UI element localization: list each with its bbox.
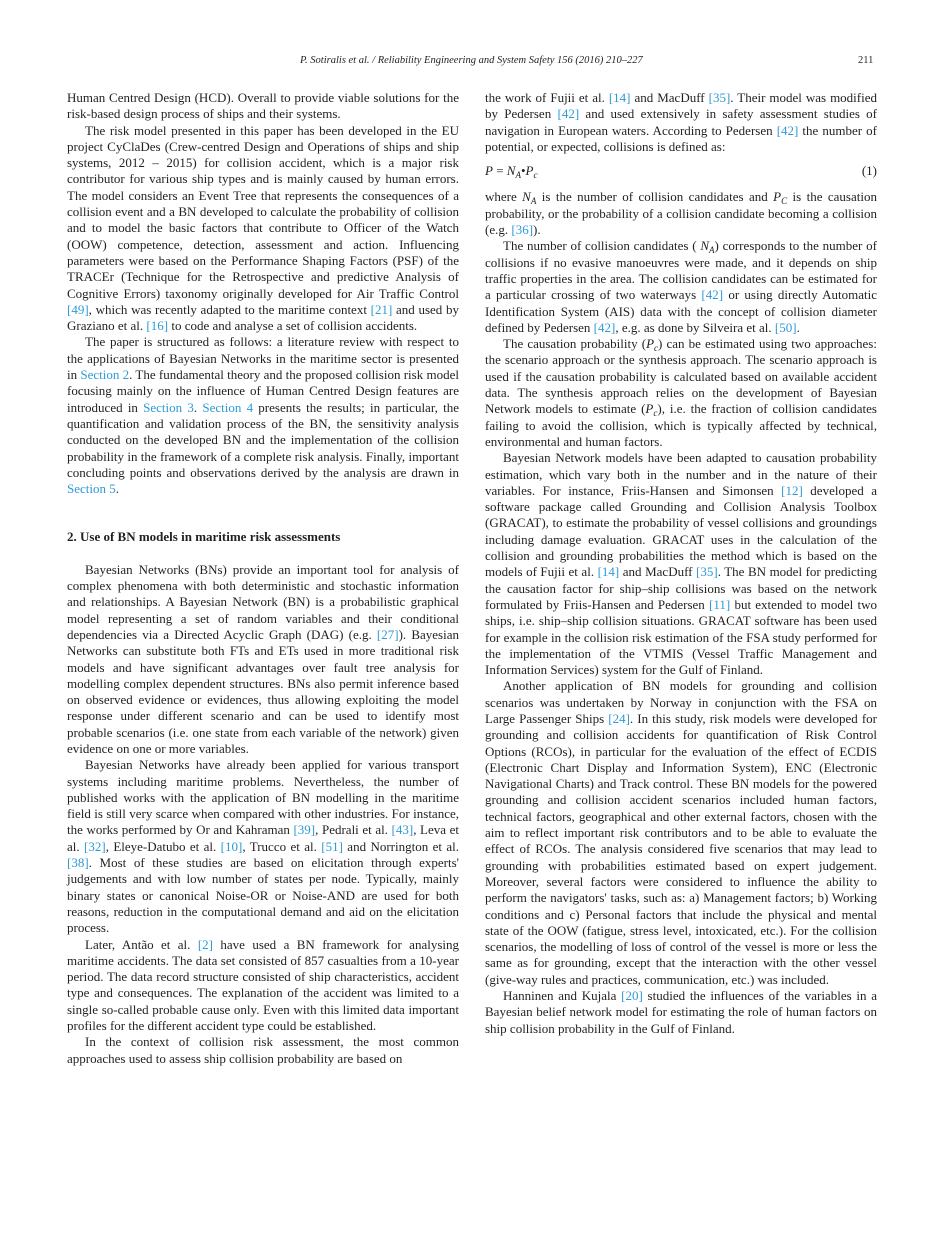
equation xyxy=(485,163,877,179)
citation-link[interactable]: [38] xyxy=(67,855,89,871)
paragraph xyxy=(67,1034,459,1067)
math-base: N xyxy=(700,238,709,254)
paragraph xyxy=(67,90,459,123)
paragraph xyxy=(67,123,459,335)
text-run: The paper is structured as follows: a literature review with respect to the applications of Bayesian Networks in the maritime sector is presented in xyxy=(67,334,459,383)
text-run: the work of Fujii et al. xyxy=(485,90,609,105)
paragraph xyxy=(485,988,877,1037)
text-run: presents the results; in particular, the quantification and validation process of the BN, the sensitivity analysis conducted on the developed BN and the implementation of the collision probability in the framework of a complete risk analysis. Finally, important concluding points and observations derived by the analysis are drawn in xyxy=(67,399,459,480)
math-symbol xyxy=(485,163,493,178)
right-column xyxy=(485,90,877,1037)
text-run: The number of collision candidates ( xyxy=(503,238,701,254)
text-run: Bayesian Networks (BNs) provide an important tool for analysis of complex phenomena with both deterministic and stochastic information and relationships. A Bayesian Network (BN) is a probabilistic graphical model representing a set of random variables and their conditional dependencies via a Directed Acyclic Graph (DAG) (e.g. xyxy=(67,561,459,642)
paragraph xyxy=(485,450,877,678)
citation-link[interactable]: [50] xyxy=(774,319,797,335)
text-run: . xyxy=(193,399,203,415)
math-symbol xyxy=(773,189,788,207)
text-run: • xyxy=(520,163,526,179)
citation-link[interactable]: [42] xyxy=(557,106,580,122)
math-base: P xyxy=(485,163,493,179)
text-run: In the context of collision risk assessment, the most common approaches used to assess ship collision probability are based on xyxy=(67,1034,459,1066)
citation-link[interactable]: Section 2 xyxy=(80,367,130,383)
paragraph xyxy=(485,336,877,450)
text-run: and Norrington et al. xyxy=(342,838,459,854)
text-run: The causation probability ( xyxy=(503,336,647,352)
paragraph xyxy=(67,937,459,1035)
math-symbol xyxy=(645,401,658,419)
citation-link[interactable]: [49] xyxy=(67,301,89,317)
math-symbol xyxy=(525,163,538,181)
citation-link[interactable]: [14] xyxy=(597,564,620,580)
text-run: , Pedrali et al. xyxy=(315,822,392,838)
citation-link[interactable]: [35] xyxy=(708,90,731,105)
citation-link[interactable]: [51] xyxy=(321,838,343,854)
equation-number: (1) xyxy=(861,163,877,179)
text-run: . The fundamental theory and the proposed collision risk model focusing mainly on the influence of Human Centred Design features are introduced in xyxy=(67,367,459,415)
citation-link[interactable]: [2] xyxy=(197,936,213,952)
text-run: and used extensively in safety assessment studies of navigation in European waters. According to Pedersen xyxy=(485,106,877,138)
paragraph xyxy=(485,678,877,988)
citation-link[interactable]: [16] xyxy=(146,318,169,334)
text-run: , Trucco et al. xyxy=(242,838,322,854)
text-run: ). Bayesian Networks can substitute both FTs and ETs used in more traditional risk models and have significant advantages over fault tree analysis for modelling complex dependent structures. BNs also permit inference based on observed evidence or evidences, thus allowing exploiting the model response under different scenario and can be used to identify most probable scenarios (i.e. one state from each variable of the network) given evidence on one or more variables. xyxy=(67,626,459,756)
citation-link[interactable]: [27] xyxy=(376,626,399,642)
math-symbol xyxy=(700,238,715,256)
citation-link[interactable]: [35] xyxy=(696,564,718,580)
math-subscript: A xyxy=(530,196,537,207)
citation-link[interactable]: [32] xyxy=(84,838,106,854)
math-subscript: A xyxy=(708,245,715,256)
text-run: is the number of collision candidates and xyxy=(536,189,774,205)
paragraph xyxy=(67,334,459,497)
text-run: but extended to model two ships, i.e. ship–ship collision situations. GRACAT software has been used for example in the collision risk estimation of the FSA study performed for the implementation of the VTMIS (Vessel Traffic Management and Information Services) system for the Gulf of Finland. xyxy=(485,596,877,678)
citation-link[interactable]: Section 5 xyxy=(67,481,116,497)
citation-link[interactable]: [20] xyxy=(621,988,643,1004)
math-symbol xyxy=(646,336,659,354)
text-run: Bayesian Networks have already been applied for various transport systems including maritime problems. Nevertheless, the number of published works with the application of BN modelling in the maritime field is still very scarce when compared with other industries. For instance, the works performed by Or and Kahraman xyxy=(67,757,459,838)
text-run: or using directly Automatic Identification System (AIS) data with the concept of collision diameter defined by Pedersen xyxy=(485,287,877,335)
text-run: , e.g. as done by Silveira et al. xyxy=(615,319,775,335)
text-run: , Eleye-Datubo et al. xyxy=(105,838,221,854)
math-subscript: c xyxy=(653,408,658,419)
text-run: developed a software package called Grounding and Collision Analysis Toolbox (GRACAT), to estimate the probability of vessel collisions and groundings including damage evaluation. GRACAT uses in the calculation of the collision and grounding probabilities the method which is based on the models of Fujii et al. xyxy=(485,482,877,580)
text-run: and MacDuff xyxy=(630,90,709,105)
math-base: P xyxy=(773,189,782,205)
citation-link[interactable]: [43] xyxy=(391,822,414,838)
citation-link[interactable]: Section 3 xyxy=(143,399,194,415)
citation-link[interactable]: [42] xyxy=(776,122,799,138)
text-run: Hanninen and Kujala xyxy=(503,988,622,1004)
page-number: 211 xyxy=(858,55,874,66)
text-run: . Their model was modified by Pedersen xyxy=(485,90,877,122)
text-run: the number of potential, or expected, collisions is defined as: xyxy=(485,122,878,154)
citation-link[interactable]: [39] xyxy=(293,822,316,838)
left-column xyxy=(67,90,459,1067)
paragraph xyxy=(67,757,459,936)
text-run: studied the influences of the variables in a Bayesian belief network model for estimating the role of human factors on ship collision probability in the Gulf of Finland. xyxy=(485,988,877,1036)
citation-link[interactable]: [12] xyxy=(781,482,803,498)
text-run: Later, Antão et al. xyxy=(85,936,198,952)
text-run: The risk model presented in this paper has been developed in the EU project CyClaDes (Crew-centred Design and Operations of ships and ship systems, 2012 – 2015) for collision accident, which is a major risk contributor for various ship types and is mainly caused by human errors. The model considers an Event Tree that represents the consequences of a collision event and a BN developed to calculate the probability of collision and to model the basic factors that contribute to Officer of the Watch (OOW) competence, detection, assessment and action. Influencing parameters were based on the Performance Shaping Factors (PSF) of the TRACEr (Technique for the Retrospective and predictive Analysis of Cognitive Errors) taxonomy originally developed for Air Traffic Control xyxy=(67,122,459,301)
text-run: and used by Graziano et al. xyxy=(67,301,459,334)
math-base: P xyxy=(646,336,655,352)
math-base: P xyxy=(525,163,534,179)
text-run: to code and analyse a set of collision accidents. xyxy=(168,318,418,334)
citation-link[interactable]: [42] xyxy=(701,287,724,303)
text-run: have used a BN framework for analysing maritime accidents. The data set consisted of 857 casualties from a 10-year period. The data record structure consisted of ship characteristics, accident type and consequences. The explanation of the accident was limited to a single so-called probable cause only. Even with this limited data important profiles for the different accident type could be established. xyxy=(67,936,460,1034)
text-run: . Most of these studies are based on elicitation through experts' judgements and with low number of states per node. Typically, mainly binary states or canonical Noise-OR or Noise-AND are used for both reasons, reduction in the computational demand and aid on the elicitation process. xyxy=(67,855,459,936)
math-symbol xyxy=(506,163,521,181)
text-run: and MacDuff xyxy=(619,564,697,580)
math-subscript: A xyxy=(515,170,521,181)
math-subscript: C xyxy=(781,196,788,207)
citation-link[interactable]: [42] xyxy=(593,319,616,335)
math-base: N xyxy=(506,163,516,179)
text-run: . xyxy=(115,481,119,497)
text-run: is the causation probability, or the probability of a collision candidate becoming a collision (e.g. xyxy=(485,189,877,238)
text-run: Human Centred Design (HCD). Overall to provide viable solutions for the risk-based design process of ships and their systems. xyxy=(67,90,459,122)
running-title: P. Sotiralis et al. / Reliability Engineering and System Safety 156 (2016) 210–227 xyxy=(300,55,643,66)
paragraph xyxy=(485,238,877,336)
text-run: . In this study, risk models were developed for grounding and collision accidents for quantification of Risk Control Options (RCOs), in particular for the evaluation of the effect of ECDIS (Electronic Chart Display and Information System), ENC (Electronic Navigational Charts) and Track control. These BN models for the powered grounding and collision accident scenarios included human factors, technical factors, geographical and other external factors, chosen with the aim to reflect important risk contributors and to be able to evaluate the effect of RCOs. The analysis considered five scenarios that may lead to grounding with probabilities estimated based on expert judgement. Moreover, several factors were considered to influence the ability to perform the navigators' tasks, such as: a) Management factors; b) Working conditions and c) Personal factors that include the physical and mental state of the OOW (fatigue, stress level, intoxicated, etc.). For the collision scenarios, the modelling of loss of control of the vessel is more or less the same as for grounding, except that the interaction with the other vessel (give-way rules and practices, communication, etc.) was included. xyxy=(485,710,877,987)
paragraph xyxy=(67,562,459,758)
paragraph xyxy=(485,189,877,238)
text-run: . The BN model for predicting the causation factor for ship–ship collisions was based on the network formulated by Friis-Hansen and Pedersen xyxy=(485,564,877,612)
text-run: . xyxy=(796,319,800,335)
text-run: ) corresponds to the number of collisions if no evasive manoeuvres were made, and it depends on ship traffic properties in the area. The collision candidates can be estimated for a particular crossing of two waterways xyxy=(485,238,877,303)
text-run: ) can be estimated using two approaches: the scenario approach or the synthesis approach. The scenario approach is used if the causation probability is calculated based on available accident data. The synthesis approach relies on the development of Bayesian Network models to estimate ( xyxy=(485,336,877,417)
citation-link[interactable]: [10] xyxy=(220,838,243,854)
math-subscript: c xyxy=(654,343,659,354)
citation-link[interactable]: [24] xyxy=(608,710,630,726)
citation-link[interactable]: [11] xyxy=(709,596,731,612)
text-run: Bayesian Network models have been adapted to causation probability estimation, which vary both in the number and in the nature of their variables. For instance, Friis-Hansen and Simonsen xyxy=(485,450,877,498)
citation-link[interactable]: [21] xyxy=(370,301,393,317)
text-run: Another application of BN models for grounding and collision scenarios was undertaken by Norway in conjunction with the FSA on Large Passenger Ships xyxy=(485,678,877,726)
paragraph xyxy=(485,90,877,155)
text-run: = xyxy=(492,163,507,179)
citation-link[interactable]: Section 4 xyxy=(202,399,254,415)
text-run: ). xyxy=(533,222,541,238)
text-run: where xyxy=(485,189,523,205)
citation-link[interactable]: [36] xyxy=(511,222,534,238)
section-heading: 2. Use of BN models in maritime risk assessments xyxy=(67,529,341,545)
math-base: P xyxy=(645,401,654,417)
text-run: ), i.e. the fraction of collision candidates failing to avoid the collision, which is typically affected by technical, environmental and human factors. xyxy=(485,401,877,449)
citation-link[interactable]: [14] xyxy=(608,90,631,105)
math-subscript: c xyxy=(533,170,538,181)
text-run: , Leva et al. xyxy=(67,822,459,854)
math-symbol xyxy=(522,189,537,207)
text-run: , which was recently adapted to the maritime context xyxy=(88,301,371,317)
equation-body xyxy=(485,163,537,179)
math-base: N xyxy=(522,189,531,205)
